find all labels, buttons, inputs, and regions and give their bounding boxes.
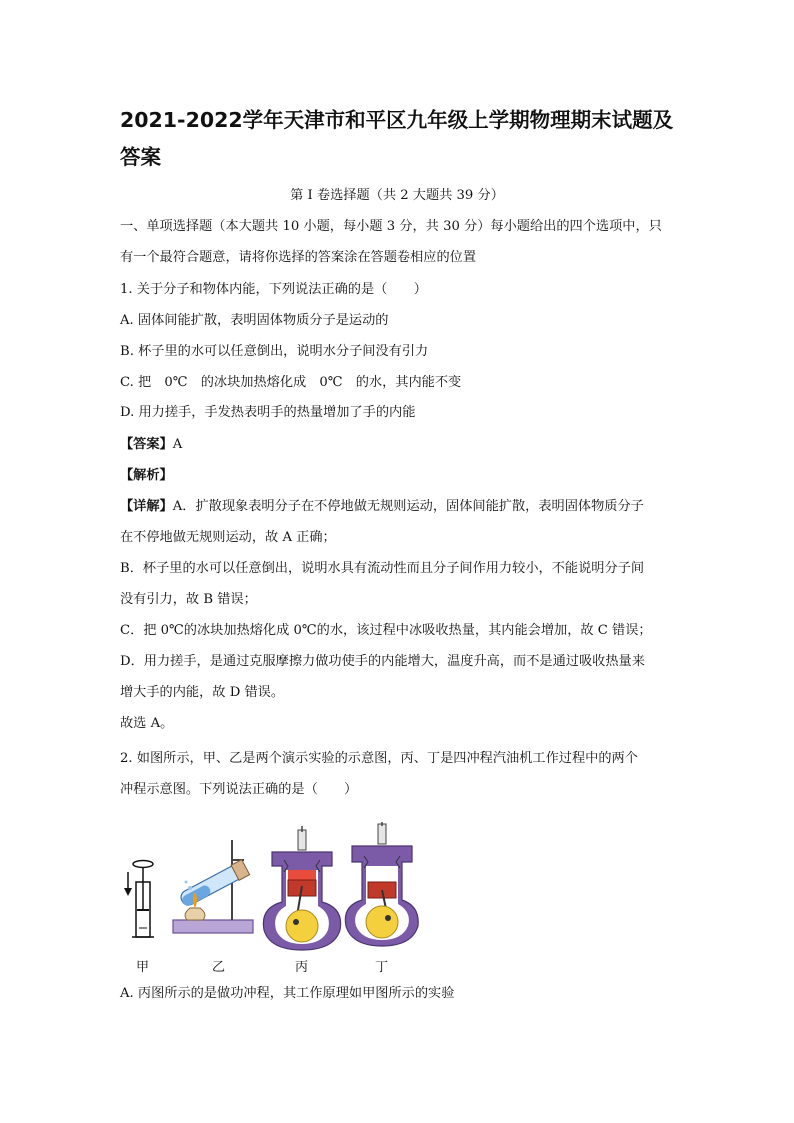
test-tube-heating-diagram (173, 840, 253, 933)
detail-tag: 【详解】 (120, 499, 173, 514)
figure-label-yi: 乙 (212, 960, 226, 975)
fire-piston-diagram (124, 861, 154, 938)
q1-stem: 1. 关于分子和物体内能，下列说法正确的是（ ） (120, 282, 427, 297)
figure-label-ding: 丁 (375, 960, 389, 975)
experiment-figure-svg (120, 822, 420, 952)
q2-figure (120, 822, 420, 982)
instruction-line-1: 一、单项选择题（本大题共 10 小题，每小题 3 分，共 30 分）每小题给出的四个选项中，只 (120, 219, 662, 234)
q1-option-d: D. 用力搓手，手发热表明手的热量增加了手的内能 (120, 405, 416, 420)
answer-value: A (172, 437, 183, 452)
q1-detail-line-4: 没有引力，故 B 错误； (120, 592, 257, 607)
q1-option-c: C. 把 0℃ 的冰块加热熔化成 0℃ 的水，其内能不变 (120, 375, 462, 390)
q1-detail-line-2: 在不停地做无规则运动，故 A 正确； (120, 530, 336, 545)
section-heading: 第 Ⅰ 卷选择题（共 2 大题共 39 分） (290, 188, 504, 203)
engine-stroke-d-diagram (345, 822, 418, 946)
q1-detail-line-7: 增大手的内能，故 D 错误。 (120, 685, 285, 700)
q1-option-b: B. 杯子里的水可以任意倒出，说明水分子间没有引力 (120, 344, 429, 359)
q1-conclusion: 故选 A。 (120, 716, 174, 731)
analysis-tag: 【解析】 (120, 468, 173, 483)
q1-analysis (120, 466, 173, 486)
detail-text: A．扩散现象表明分子在不停地做无规则运动，固体间能扩散，表明固体物质分子 (172, 499, 644, 514)
answer-tag: 【答案】 (120, 437, 173, 452)
q2-stem-line-1: 2. 如图所示，甲、乙是两个演示实验的示意图，丙、丁是四冲程汽油机工作过程中的两个 (120, 751, 638, 766)
page-title: 2021-2022学年天津市和平区九年级上学期物理期末试题及答案 (120, 108, 674, 169)
q1-option-a: A. 固体间能扩散，表明固体物质分子是运动的 (120, 313, 389, 328)
q2-stem-line-2: 冲程示意图。下列说法正确的是（ ） (120, 782, 358, 797)
instruction-line-2: 有一个最符合题意，请将你选择的答案涂在答题卷相应的位置 (120, 250, 477, 265)
q2-option-a: A. 丙图所示的是做功冲程，其工作原理如甲图所示的实验 (120, 986, 455, 1001)
figure-label-bing: 丙 (295, 960, 309, 975)
figure-label-jia: 甲 (136, 960, 150, 975)
engine-stroke-c-diagram (263, 826, 340, 950)
q1-detail-line-5: C．把 0℃的冰块加热熔化成 0℃的水，该过程中冰吸收热量，其内能会增加，故 C 错误； (120, 623, 652, 638)
q1-answer (120, 435, 182, 455)
q1-detail-line-3: B．杯子里的水可以任意倒出，说明水具有流动性而且分子间作用力较小，不能说明分子间 (120, 561, 644, 576)
q1-detail-line-1 (120, 497, 644, 517)
q1-detail-line-6: D．用力搓手，是通过克服摩擦力做功使手的内能增大，温度升高，而不是通过吸收热量来 (120, 654, 645, 669)
